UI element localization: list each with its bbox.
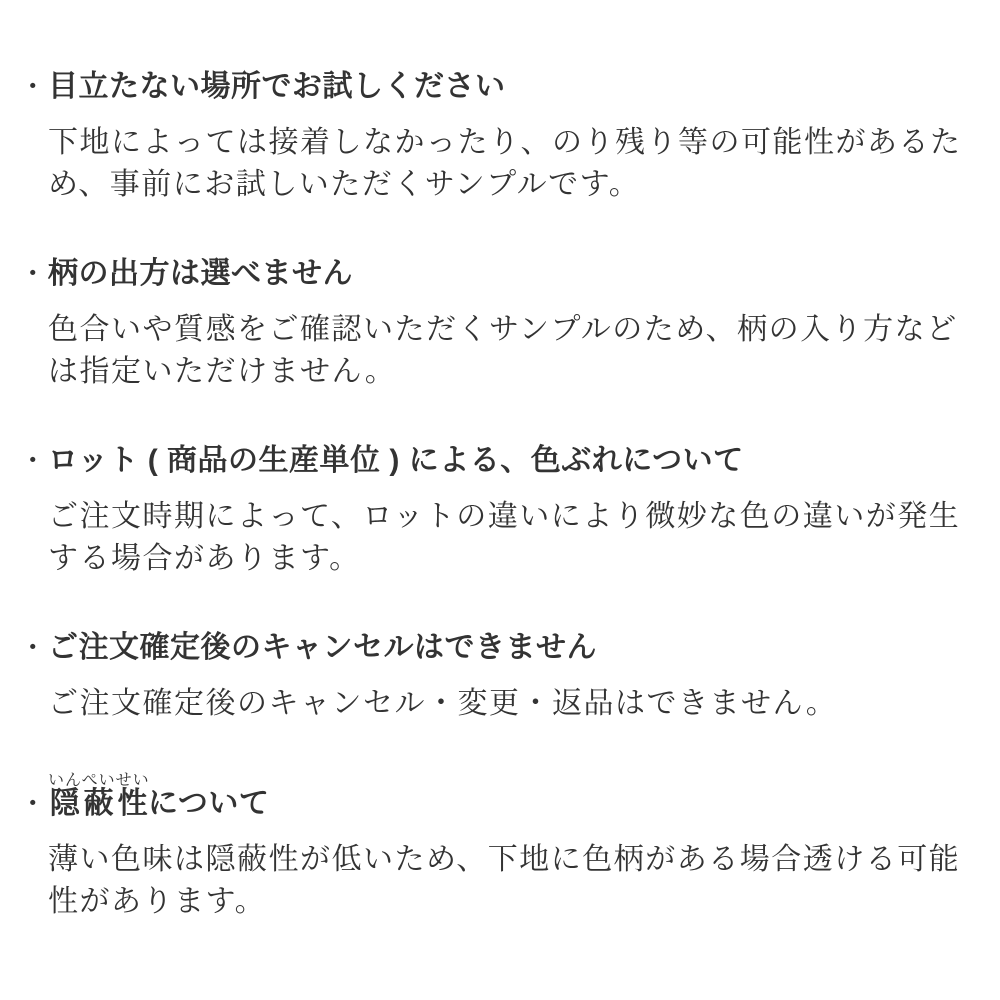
notice-title xyxy=(18,66,964,108)
notice-title-text: ご注文確定後のキャンセルはできません xyxy=(48,631,597,664)
notice-section-cancel xyxy=(18,627,964,725)
notice-title-text: 目立たない場所でお試しください xyxy=(48,70,506,103)
notice-title-text xyxy=(48,772,269,825)
bullet-icon: ・ xyxy=(18,788,48,819)
notice-title-text: ロット ( 商品の生産単位 ) による、色ぶれについて xyxy=(48,444,744,477)
notice-title xyxy=(18,772,964,825)
ruby-term xyxy=(48,772,150,820)
bullet-icon: ・ xyxy=(18,445,48,476)
notice-section-lot-color xyxy=(18,440,964,580)
bullet-icon: ・ xyxy=(18,258,48,289)
bullet-icon: ・ xyxy=(18,632,48,663)
notice-title xyxy=(18,627,964,669)
notice-body: 下地によっては接着しなかったり、のり残り等の可能性があるため、事前にお試しいただくサンプルです。 xyxy=(48,126,962,201)
notice-title xyxy=(18,253,964,295)
notice-section-opacity xyxy=(18,772,964,923)
notice-body: ご注文確定後のキャンセル・変更・返品はできません。 xyxy=(48,687,838,720)
notice-title xyxy=(18,440,964,482)
furigana-text: いんぺいせい xyxy=(48,772,150,789)
notice-section-test-first xyxy=(18,66,964,206)
notice-section-pattern xyxy=(18,253,964,393)
ruby-base-text: 隠蔽性 xyxy=(48,787,150,820)
bullet-icon: ・ xyxy=(18,71,48,102)
notice-body: ご注文時期によって、ロットの違いにより微妙な色の違いが発生する場合があります。 xyxy=(48,500,961,575)
notice-body: 薄い色味は隠蔽性が低いため、下地に色柄がある場合透ける可能性があります。 xyxy=(48,843,961,918)
notice-body: 色合いや質感をご確認いただくサンプルのため、柄の入り方などは指定いただけません。 xyxy=(48,313,958,388)
notice-title-text: 柄の出方は選べません xyxy=(48,257,353,290)
notice-title-suffix: について xyxy=(147,787,270,820)
